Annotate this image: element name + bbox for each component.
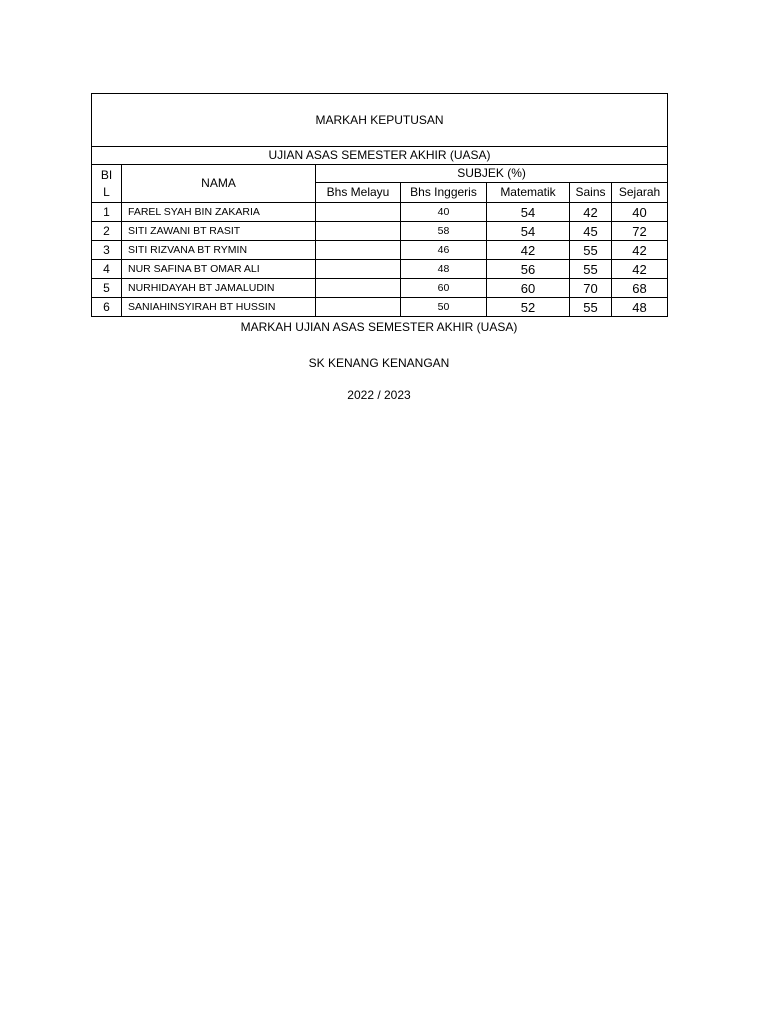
table-title: MARKAH KEPUTUSAN [92, 94, 668, 147]
cell-sains: 70 [570, 279, 612, 298]
cell-sains: 55 [570, 241, 612, 260]
cell-matematik: 54 [487, 222, 570, 241]
cell-sejarah: 42 [612, 260, 668, 279]
cell-bhs-melayu [316, 241, 401, 260]
cell-nama: SITI RIZVANA BT RYMIN [122, 241, 316, 260]
cell-matematik: 56 [487, 260, 570, 279]
cell-nama: SANIAHINSYIRAH BT HUSSIN [122, 298, 316, 317]
header-subjek: SUBJEK (%) [316, 165, 668, 183]
cell-bil: 6 [92, 298, 122, 317]
cell-bhs-melayu [316, 298, 401, 317]
cell-sains: 42 [570, 203, 612, 222]
cell-nama: FAREL SYAH BIN ZAKARIA [122, 203, 316, 222]
cell-bil: 3 [92, 241, 122, 260]
cell-bhs-inggeris: 48 [401, 260, 487, 279]
footer-school-name: SK KENANG KENANGAN [308, 356, 450, 370]
cell-bhs-inggeris: 46 [401, 241, 487, 260]
header-bhs-melayu: Bhs Melayu [316, 183, 401, 203]
cell-sejarah: 68 [612, 279, 668, 298]
cell-sains: 55 [570, 260, 612, 279]
cell-bil: 5 [92, 279, 122, 298]
cell-bil: 1 [92, 203, 122, 222]
exam-name: UJIAN ASAS SEMESTER AKHIR (UASA) [92, 147, 668, 165]
cell-bhs-inggeris: 40 [401, 203, 487, 222]
cell-sains: 45 [570, 222, 612, 241]
footer-exam-title: MARKAH UJIAN ASAS SEMESTER AKHIR (UASA) [240, 320, 518, 334]
cell-bhs-melayu [316, 203, 401, 222]
table-row [92, 260, 668, 279]
cell-bil: 4 [92, 260, 122, 279]
cell-sejarah: 40 [612, 203, 668, 222]
cell-sains: 55 [570, 298, 612, 317]
header-bil [92, 165, 122, 203]
cell-matematik: 54 [487, 203, 570, 222]
table-row [92, 279, 668, 298]
cell-sejarah: 42 [612, 241, 668, 260]
cell-matematik: 42 [487, 241, 570, 260]
header-nama: NAMA [122, 165, 316, 203]
header-sains: Sains [570, 183, 612, 203]
cell-bil: 2 [92, 222, 122, 241]
cell-sejarah: 48 [612, 298, 668, 317]
table-row [92, 222, 668, 241]
results-sheet [91, 93, 667, 403]
cell-bhs-melayu [316, 260, 401, 279]
cell-nama: NUR SAFINA BT OMAR ALI [122, 260, 316, 279]
header-bil-line1: BI [100, 167, 113, 182]
cell-matematik: 52 [487, 298, 570, 317]
cell-matematik: 60 [487, 279, 570, 298]
cell-bhs-melayu [316, 222, 401, 241]
table-row [92, 203, 668, 222]
cell-nama: NURHIDAYAH BT JAMALUDIN [122, 279, 316, 298]
table-row [92, 241, 668, 260]
footer-academic-year: 2022 / 2023 [347, 388, 411, 402]
cell-bhs-inggeris: 60 [401, 279, 487, 298]
header-bil-line2: L [103, 184, 110, 199]
header-bhs-inggeris: Bhs Inggeris [401, 183, 487, 203]
header-matematik: Matematik [487, 183, 570, 203]
table-row [92, 298, 668, 317]
cell-bhs-inggeris: 58 [401, 222, 487, 241]
cell-sejarah: 72 [612, 222, 668, 241]
cell-bhs-inggeris: 50 [401, 298, 487, 317]
cell-bhs-melayu [316, 279, 401, 298]
marks-table [91, 93, 668, 317]
cell-nama: SITI ZAWANI BT RASIT [122, 222, 316, 241]
header-sejarah: Sejarah [612, 183, 668, 203]
